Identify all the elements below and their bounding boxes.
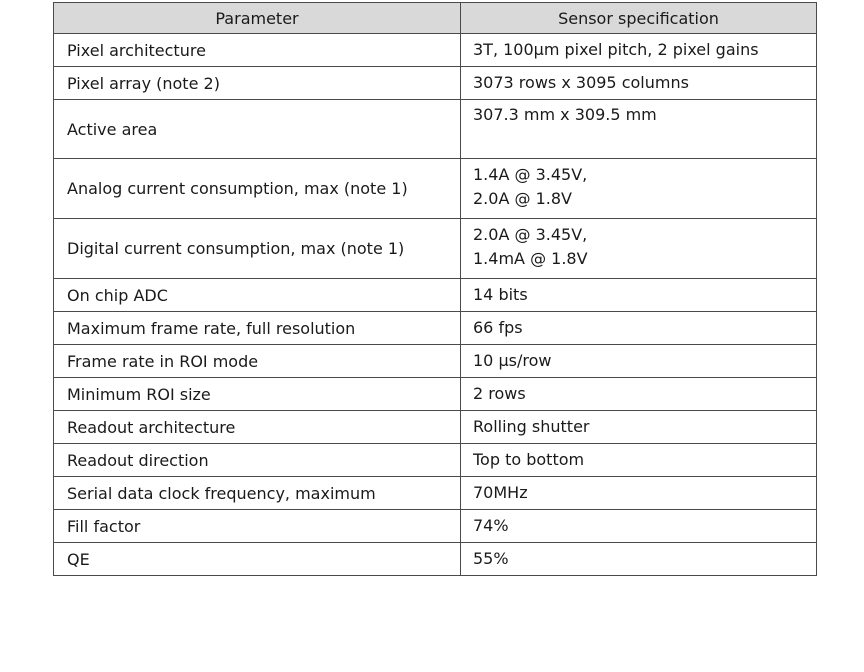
table-row bbox=[54, 159, 817, 219]
spec-cell: Rolling shutter bbox=[461, 411, 817, 444]
spec-cell bbox=[461, 159, 817, 219]
parameter-cell: Frame rate in ROI mode bbox=[54, 345, 461, 378]
sensor-spec-table bbox=[53, 2, 817, 576]
parameter-cell: Pixel array (note 2) bbox=[54, 67, 461, 100]
spec-line: 1.4mA @ 1.8V bbox=[473, 249, 588, 268]
table-row bbox=[54, 100, 817, 159]
table-row bbox=[54, 444, 817, 477]
spec-cell: 74% bbox=[461, 510, 817, 543]
parameter-cell: Fill factor bbox=[54, 510, 461, 543]
parameter-cell: Minimum ROI size bbox=[54, 378, 461, 411]
table-header-row bbox=[54, 3, 817, 34]
spec-cell: Top to bottom bbox=[461, 444, 817, 477]
parameter-cell: Digital current consumption, max (note 1) bbox=[54, 219, 461, 279]
spec-cell: 10 µs/row bbox=[461, 345, 817, 378]
spec-line: 2.0A @ 1.8V bbox=[473, 189, 572, 208]
parameter-cell: On chip ADC bbox=[54, 279, 461, 312]
header-sensor-specification: Sensor specification bbox=[461, 3, 817, 34]
parameter-cell: Readout architecture bbox=[54, 411, 461, 444]
spec-cell bbox=[461, 219, 817, 279]
parameter-cell: Active area bbox=[54, 100, 461, 159]
table-row bbox=[54, 279, 817, 312]
header-parameter: Parameter bbox=[54, 3, 461, 34]
table-row bbox=[54, 312, 817, 345]
spec-cell: 70MHz bbox=[461, 477, 817, 510]
spec-cell: 307.3 mm x 309.5 mm bbox=[461, 100, 817, 159]
table-row bbox=[54, 219, 817, 279]
table-row bbox=[54, 411, 817, 444]
spec-line: 1.4A @ 3.45V, bbox=[473, 165, 588, 184]
spec-cell: 55% bbox=[461, 543, 817, 576]
spec-cell: 2 rows bbox=[461, 378, 817, 411]
table-row bbox=[54, 543, 817, 576]
table-row bbox=[54, 67, 817, 100]
parameter-cell: QE bbox=[54, 543, 461, 576]
parameter-cell: Pixel architecture bbox=[54, 34, 461, 67]
parameter-cell: Analog current consumption, max (note 1) bbox=[54, 159, 461, 219]
parameter-cell: Serial data clock frequency, maximum bbox=[54, 477, 461, 510]
parameter-cell: Maximum frame rate, full resolution bbox=[54, 312, 461, 345]
spec-line: 2.0A @ 3.45V, bbox=[473, 225, 588, 244]
table-row bbox=[54, 34, 817, 67]
table-row bbox=[54, 378, 817, 411]
spec-cell: 66 fps bbox=[461, 312, 817, 345]
parameter-cell: Readout direction bbox=[54, 444, 461, 477]
spec-cell: 3T, 100µm pixel pitch, 2 pixel gains bbox=[461, 34, 817, 67]
table-row bbox=[54, 345, 817, 378]
spec-cell: 3073 rows x 3095 columns bbox=[461, 67, 817, 100]
table-row bbox=[54, 510, 817, 543]
table-row bbox=[54, 477, 817, 510]
spec-cell: 14 bits bbox=[461, 279, 817, 312]
